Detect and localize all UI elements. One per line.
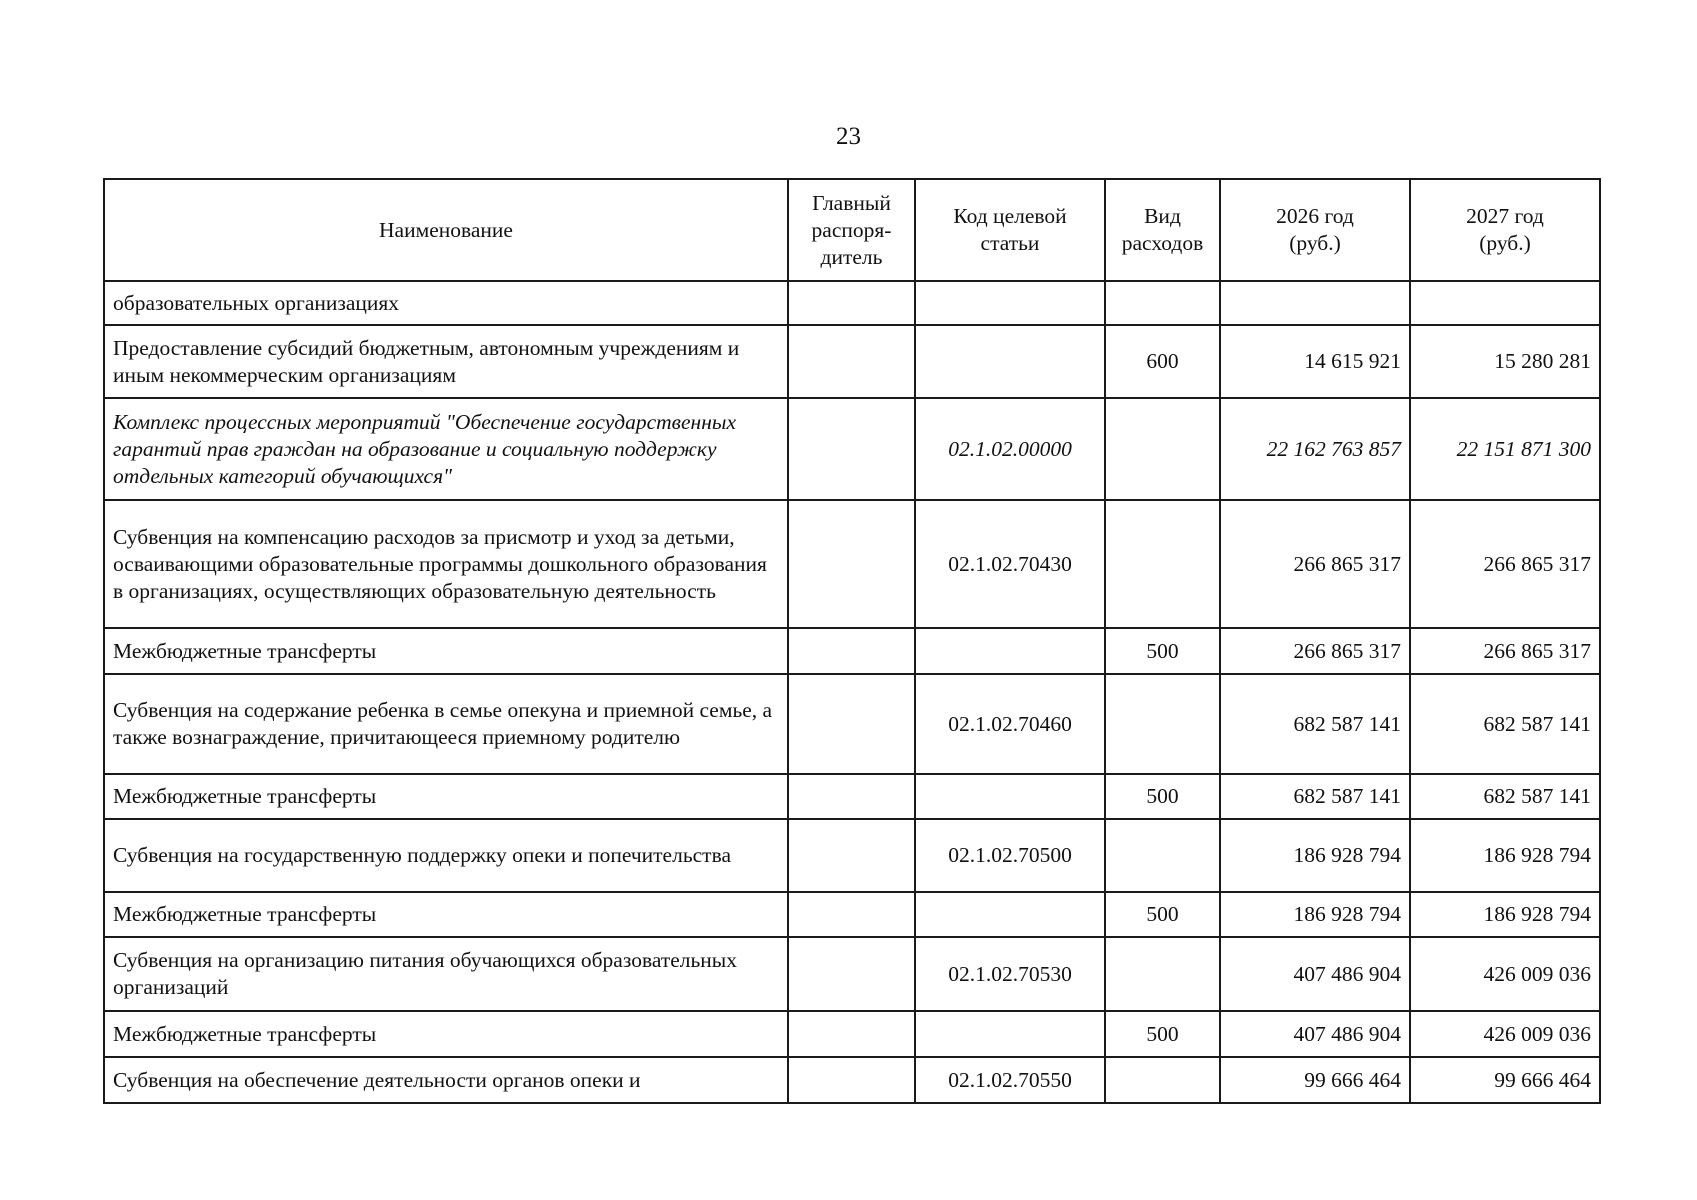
row-amount-2026: 14 615 921 bbox=[1220, 325, 1410, 398]
table-row bbox=[104, 1011, 1600, 1057]
header-year-2027: 2027 год (руб.) bbox=[1410, 179, 1600, 281]
row-expense-type: 500 bbox=[1105, 628, 1220, 674]
row-name: Субвенция на организацию питания обучающихся образовательных организаций bbox=[104, 937, 788, 1011]
header-name: Наименование bbox=[104, 179, 788, 281]
row-target-code bbox=[915, 628, 1105, 674]
row-amount-2026: 186 928 794 bbox=[1220, 892, 1410, 937]
row-name: Межбюджетные трансферты bbox=[104, 892, 788, 937]
row-expense-type: 600 bbox=[1105, 325, 1220, 398]
row-target-code bbox=[915, 774, 1105, 819]
row-name: Комплекс процессных мероприятий "Обеспечение государственных гарантий прав граждан на образование и социальную поддержку отдельных категорий обучающихся" bbox=[104, 398, 788, 500]
row-amount-2027: 426 009 036 bbox=[1410, 1011, 1600, 1057]
row-expense-type bbox=[1105, 500, 1220, 628]
table-row bbox=[104, 325, 1600, 398]
row-amount-2026: 407 486 904 bbox=[1220, 1011, 1410, 1057]
row-name: Субвенция на компенсацию расходов за присмотр и уход за детьми, осваивающими образовательные программы дошкольного образования в организациях, осуществляющих образовательную деятельность bbox=[104, 500, 788, 628]
row-target-code: 02.1.02.70460 bbox=[915, 674, 1105, 774]
table-row bbox=[104, 1057, 1600, 1103]
row-name: Субвенция на обеспечение деятельности органов опеки и bbox=[104, 1057, 788, 1103]
row-expense-type bbox=[1105, 674, 1220, 774]
row-chief-administrator bbox=[788, 1011, 915, 1057]
row-chief-administrator bbox=[788, 628, 915, 674]
table-row bbox=[104, 892, 1600, 937]
header-year-2026: 2026 год (руб.) bbox=[1220, 179, 1410, 281]
row-name: Межбюджетные трансферты bbox=[104, 628, 788, 674]
row-expense-type bbox=[1105, 819, 1220, 892]
header-chief-administrator: Главный распоря- дитель bbox=[788, 179, 915, 281]
row-amount-2027: 186 928 794 bbox=[1410, 892, 1600, 937]
row-expense-type: 500 bbox=[1105, 774, 1220, 819]
table-row bbox=[104, 398, 1600, 500]
row-expense-type bbox=[1105, 937, 1220, 1011]
budget-table bbox=[103, 178, 1601, 1104]
row-target-code: 02.1.02.70530 bbox=[915, 937, 1105, 1011]
row-name: Субвенция на содержание ребенка в семье опекуна и приемной семье, а также вознаграждение, причитающееся приемному родителю bbox=[104, 674, 788, 774]
row-name: образовательных организациях bbox=[104, 281, 788, 325]
table-row bbox=[104, 500, 1600, 628]
row-amount-2026: 682 587 141 bbox=[1220, 674, 1410, 774]
row-amount-2026: 22 162 763 857 bbox=[1220, 398, 1410, 500]
row-target-code: 02.1.02.70500 bbox=[915, 819, 1105, 892]
row-name: Субвенция на государственную поддержку опеки и попечительства bbox=[104, 819, 788, 892]
row-chief-administrator bbox=[788, 774, 915, 819]
row-expense-type: 500 bbox=[1105, 892, 1220, 937]
row-chief-administrator bbox=[788, 281, 915, 325]
table-header-row bbox=[104, 179, 1600, 281]
table-row bbox=[104, 937, 1600, 1011]
row-target-code bbox=[915, 325, 1105, 398]
table-row bbox=[104, 281, 1600, 325]
header-expense-type: Вид расходов bbox=[1105, 179, 1220, 281]
row-chief-administrator bbox=[788, 500, 915, 628]
row-amount-2026: 186 928 794 bbox=[1220, 819, 1410, 892]
row-amount-2027: 682 587 141 bbox=[1410, 674, 1600, 774]
row-chief-administrator bbox=[788, 325, 915, 398]
row-amount-2026 bbox=[1220, 281, 1410, 325]
row-amount-2027: 99 666 464 bbox=[1410, 1057, 1600, 1103]
row-expense-type bbox=[1105, 1057, 1220, 1103]
row-amount-2026: 99 666 464 bbox=[1220, 1057, 1410, 1103]
row-amount-2027: 186 928 794 bbox=[1410, 819, 1600, 892]
row-target-code bbox=[915, 892, 1105, 937]
row-expense-type: 500 bbox=[1105, 1011, 1220, 1057]
row-amount-2027 bbox=[1410, 281, 1600, 325]
table-row bbox=[104, 674, 1600, 774]
row-target-code bbox=[915, 281, 1105, 325]
row-amount-2026: 682 587 141 bbox=[1220, 774, 1410, 819]
row-chief-administrator bbox=[788, 1057, 915, 1103]
row-chief-administrator bbox=[788, 892, 915, 937]
row-chief-administrator bbox=[788, 937, 915, 1011]
page-number: 23 bbox=[836, 123, 861, 150]
row-amount-2027: 266 865 317 bbox=[1410, 500, 1600, 628]
row-target-code: 02.1.02.70430 bbox=[915, 500, 1105, 628]
row-amount-2026: 266 865 317 bbox=[1220, 628, 1410, 674]
row-name: Межбюджетные трансферты bbox=[104, 774, 788, 819]
row-amount-2027: 15 280 281 bbox=[1410, 325, 1600, 398]
row-amount-2027: 22 151 871 300 bbox=[1410, 398, 1600, 500]
row-expense-type bbox=[1105, 281, 1220, 325]
row-amount-2026: 266 865 317 bbox=[1220, 500, 1410, 628]
table-row bbox=[104, 819, 1600, 892]
row-chief-administrator bbox=[788, 398, 915, 500]
row-amount-2027: 266 865 317 bbox=[1410, 628, 1600, 674]
row-expense-type bbox=[1105, 398, 1220, 500]
row-name: Межбюджетные трансферты bbox=[104, 1011, 788, 1057]
row-amount-2027: 426 009 036 bbox=[1410, 937, 1600, 1011]
table-row bbox=[104, 628, 1600, 674]
row-name: Предоставление субсидий бюджетным, автономным учреждениям и иным некоммерческим организациям bbox=[104, 325, 788, 398]
row-chief-administrator bbox=[788, 819, 915, 892]
row-target-code bbox=[915, 1011, 1105, 1057]
row-target-code: 02.1.02.00000 bbox=[915, 398, 1105, 500]
row-amount-2026: 407 486 904 bbox=[1220, 937, 1410, 1011]
table-row bbox=[104, 774, 1600, 819]
row-chief-administrator bbox=[788, 674, 915, 774]
row-amount-2027: 682 587 141 bbox=[1410, 774, 1600, 819]
row-target-code: 02.1.02.70550 bbox=[915, 1057, 1105, 1103]
header-target-code: Код целевой статьи bbox=[915, 179, 1105, 281]
